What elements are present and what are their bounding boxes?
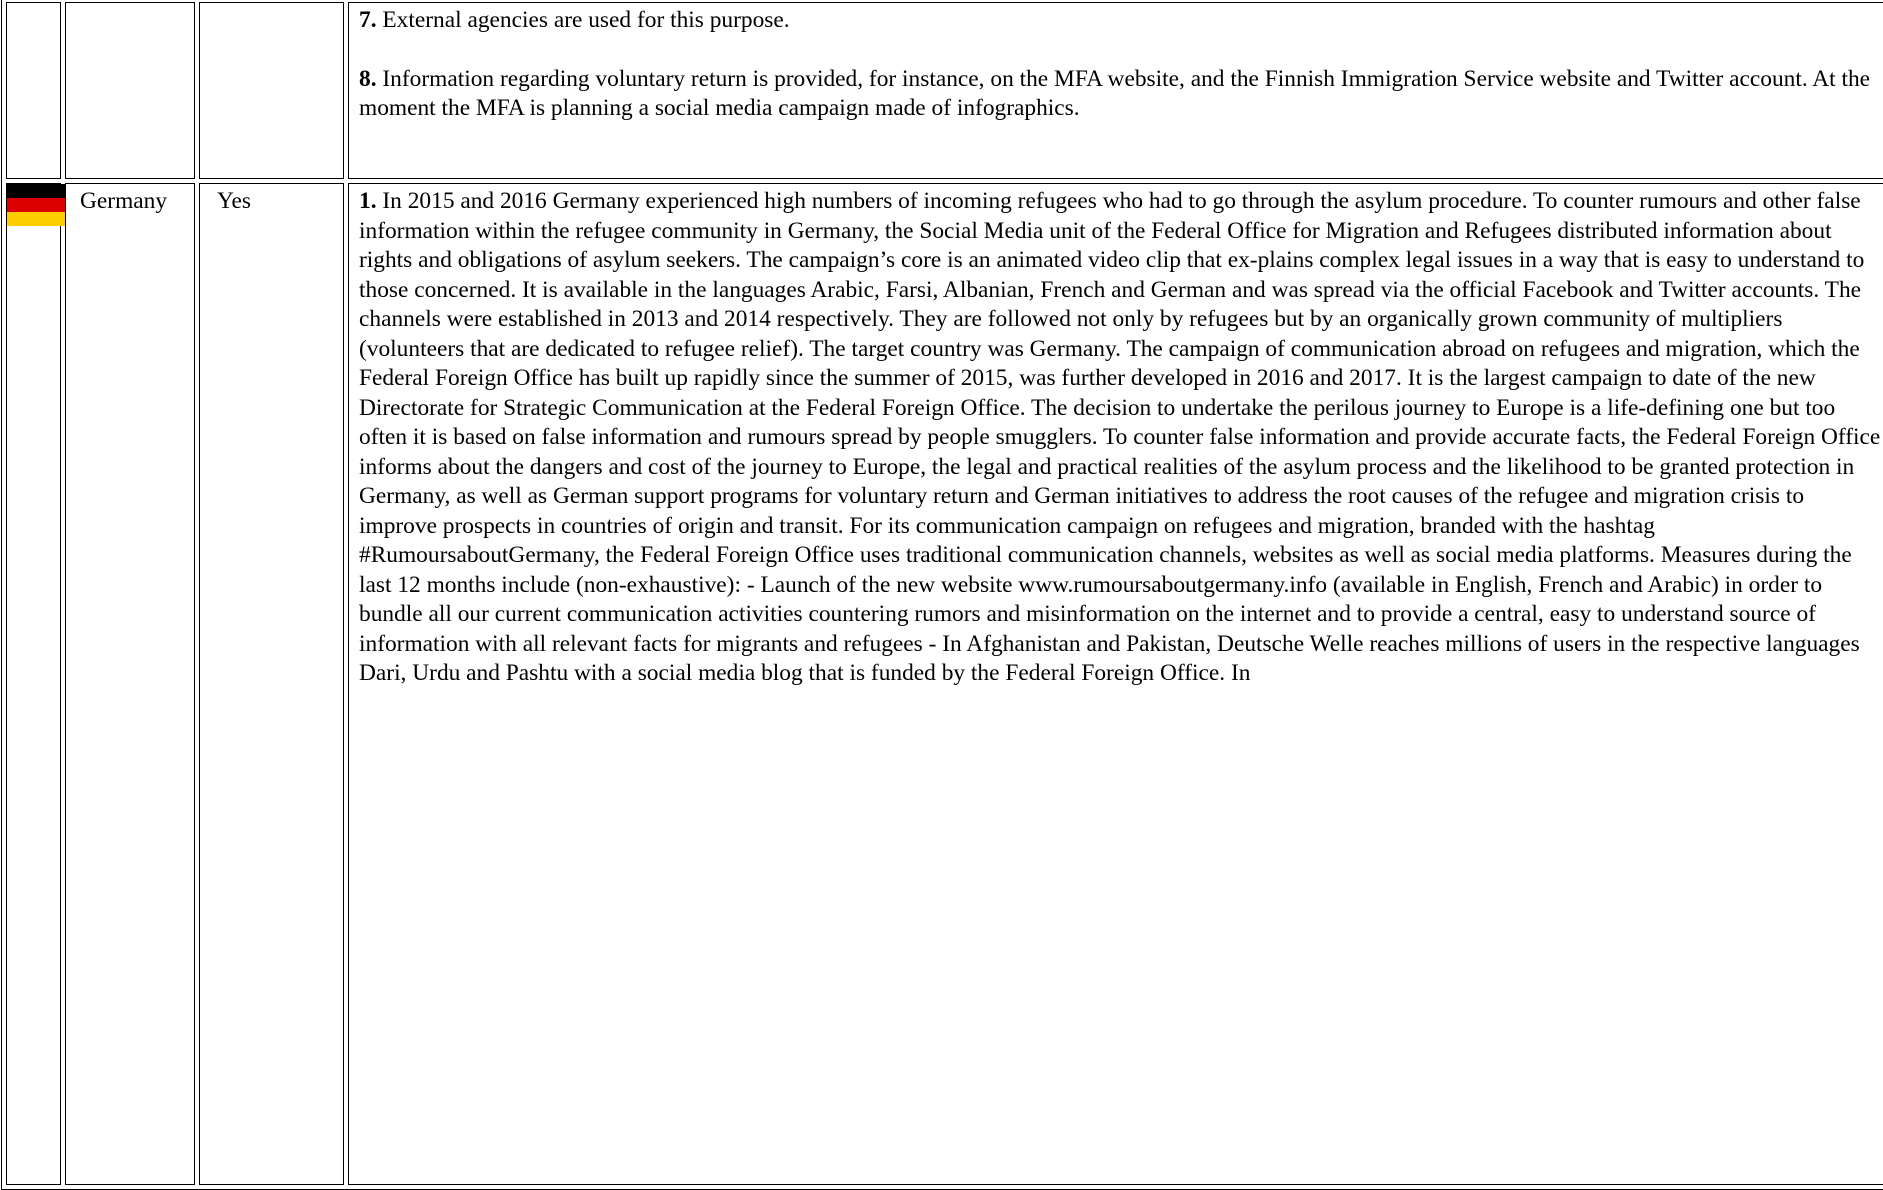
table-row	[6, 183, 1883, 1185]
paragraph-number: 7.	[359, 7, 377, 33]
table-row	[6, 2, 1883, 179]
flag-cell	[6, 183, 61, 1185]
paragraph-text: Information regarding voluntary return is provided, for instance, on the MFA website, and the Finnish Immigration Service website and Twitter account. At the moment the MFA is planning a social media campaign made of infographics.	[359, 65, 1871, 121]
paragraph-text: External agencies are used for this purpose.	[376, 7, 790, 33]
paragraph-text: In 2015 and 2016 Germany experienced high numbers of incoming refugees who had to go through the asylum procedure. To counter rumours and other false information within the refugee community in Germany, the Social Media unit of the Federal Office for Migration and Refugees distributed information about rights and obligations of asylum seekers. The campaign’s core is an animated video clip that ex-plains complex legal issues in a way that is easy to understand to those concerned. It is available in the languages Arabic, Farsi, Albanian, French and German and was spread via the official Facebook and Twitter accounts. The channels were established in 2013 and 2014 respectively. They are followed not only by refugees but by an organically grown community of multipliers (volunteers that are dedicated to refugee relief). The target country was Germany. The campaign of communication abroad on refugees and migration, which the Federal Foreign Office has built up rapidly since the summer of 2015, was further developed in 2016 and 2017. It is the largest campaign to date of the new Directorate for Strategic Communication at the Federal Foreign Office. The decision to undertake the perilous journey to Europe is a life-defining one but too often it is based on false information and rumours spread by people smugglers. To counter false information and provide accurate facts, the Federal Foreign Office informs about the dangers and cost of the journey to Europe, the legal and practical realities of the asylum process and the likelihood to be granted protection in Germany, as well as German support programs for voluntary return and German initiatives to address the root causes of the refugee and migration crisis to improve prospects in countries of origin and transit. For its communication campaign on refugees and migration, branded with the hashtag #RumoursaboutGermany, the Federal Foreign Office uses traditional communication channels, websites as well as social media platforms. Measures during the last 12 months include (non-exhaustive): - Launch of the new website www.rumoursaboutgermany.info (available in English, French and Arabic) in order to bundle all our current communication activities countering rumors and misinformation on the internet and to provide a central, easy to understand source of information with all relevant facts for migrants and refugees - In Afghanistan and Pakistan, Deutsche Welle reaches millions of users in the respective languages Dari, Urdu and Pashtu with a social media blog that is funded by the Federal Foreign Office. In	[359, 188, 1881, 686]
details-cell	[348, 183, 1883, 1185]
flag-stripe-red	[7, 198, 65, 212]
answer-cell	[199, 2, 344, 179]
paragraph	[359, 65, 1883, 124]
answer-text: Yes	[217, 188, 252, 214]
paragraph-number: 8.	[359, 65, 377, 92]
country-measures-table	[1, 0, 1883, 1190]
country-cell	[65, 183, 195, 1185]
flag-cell	[6, 2, 61, 179]
germany-flag-icon	[7, 184, 65, 226]
country-cell	[65, 2, 195, 179]
country-name	[66, 3, 194, 6]
paragraph	[359, 6, 1883, 36]
details-cell	[348, 2, 1883, 179]
paragraph	[359, 187, 1883, 689]
country-name: Germany	[80, 188, 168, 214]
paragraph-number: 1.	[359, 188, 377, 214]
flag-stripe-black	[7, 184, 65, 198]
answer-text	[200, 3, 343, 6]
answer-cell	[199, 183, 344, 1185]
flag-stripe-gold	[7, 212, 65, 226]
